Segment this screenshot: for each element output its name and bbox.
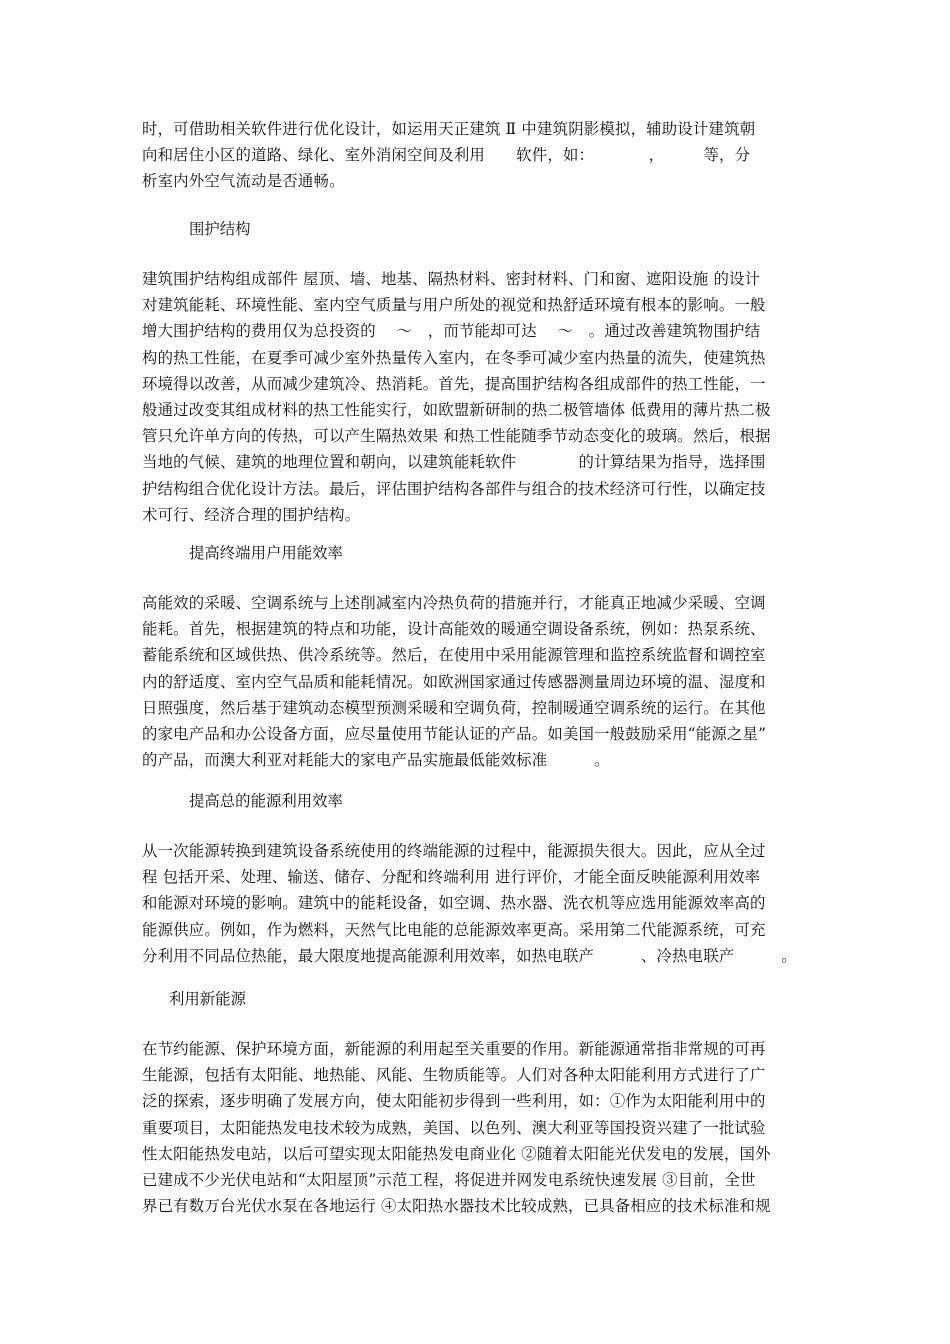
text-line: 管只允许单方向的传热，可以产生隔热效果 和热工性能随季节动态变化的玻璃。然后，根据	[142, 427, 771, 446]
text-line: 环境得以改善，从而减少建筑冷、热消耗。首先，提高围护结构各组成部件的热工性能，一	[142, 374, 766, 393]
paragraph-software-design	[142, 116, 814, 195]
text-line: 重要项目，太阳能热发电技术较为成熟，美国、以色列、澳大利亚等国投资兴建了一批试验	[142, 1118, 766, 1137]
paragraph-new-energy	[142, 1036, 814, 1219]
text-line: 分利用不同品位热能，最大限度地提高能源利用效率，如热电联产 、冷热电联产 。	[142, 946, 797, 965]
text-line: 内的舒适度、室内空气品质和能耗情况。如欧洲国家通过传感器测量周边环境的温、湿度和	[142, 672, 766, 691]
text-line: 泛的探索，逐步明确了发展方向，使太阳能初步得到一些利用，如：①作为太阳能利用中的	[142, 1092, 766, 1111]
text-line: 能源供应。例如，作为燃料，天然气比电能的总能源效率更高。采用第二代能源系统，可充	[142, 920, 766, 939]
section-heading-envelope: 围护结构	[189, 220, 251, 238]
text-line: 高能效的采暖、空调系统与上述削减室内冷热负荷的措施并行，才能真正地减少采暖、空调	[142, 594, 766, 612]
section-heading-new-energy: 利用新能源	[169, 990, 246, 1008]
text-line: 般通过改变其组成材料的热工性能实行，如欧盟新研制的热二极管墙体 低费用的薄片热二极	[142, 401, 771, 420]
text-line: 和能源对环境的影响。建筑中的能耗设备，如空调、热水器、洗衣机等应选用能源效率高的	[142, 894, 766, 913]
text-line: 时，可借助相关软件进行优化设计，如运用天正建筑 Ⅱ 中建筑阴影模拟，辅助设计建筑朝	[142, 120, 756, 138]
text-line: 向和居住小区的道路、绿化、室外消闲空间及利用 软件，如： ， 等，分	[142, 146, 751, 165]
text-line: 增大围护结构的费用仅为总投资的 ～ ，而节能却可达 ～ 。通过改善建筑物围护结	[142, 322, 761, 341]
text-line: 已建成不少光伏电站和“太阳屋顶”示范工程，将促进并网发电系统快速发展 ③目前，全世	[142, 1171, 756, 1190]
text-line: 蓄能系统和区域供热、供冷系统等。然后，在使用中采用能源管理和监控系统监督和调控室	[142, 646, 766, 665]
text-line: 能耗。首先，根据建筑的特点和功能，设计高能效的暖通空调设备系统，例如：热泵系统、	[142, 620, 766, 639]
text-line: 建筑围护结构组成部件 屋顶、墙、地基、隔热材料、密封材料、门和窗、遮阳设施 的设计	[142, 270, 761, 288]
text-line: 析室内外空气流动是否通畅。	[142, 172, 345, 191]
text-line: 日照强度，然后基于建筑动态模型预测采暖和空调负荷，控制暖通空调系统的运行。在其他	[142, 698, 766, 717]
section-heading-end-use-efficiency: 提高终端用户用能效率	[189, 544, 343, 562]
paragraph-total-efficiency	[142, 838, 814, 969]
text-line: 界已有数万台光伏水泵在各地运行 ④太阳热水器技术比较成熟，已具备相应的技术标准和规	[142, 1197, 771, 1216]
text-line: 在节约能源、保护环境方面，新能源的利用起至关重要的作用。新能源通常指非常规的可再	[142, 1040, 766, 1058]
text-line: 性太阳能热发电站，以后可望实现太阳能热发电商业化 ②随着太阳能光伏发电的发展，国外	[142, 1144, 771, 1163]
paragraph-end-use-efficiency	[142, 590, 814, 773]
text-line: 术可行、经济合理的围护结构。	[142, 505, 361, 524]
text-line: 的家电产品和办公设备方面，应尽量使用节能认证的产品。如美国一般鼓励采用“能源之星”	[142, 725, 767, 744]
text-line: 构的热工性能，在夏季可减少室外热量传入室内，在冬季可减少室内热量的流失，使建筑热	[142, 348, 766, 367]
text-line: 护结构组合优化设计方法。最后，评估围护结构各部件与组合的技术经济可行性，以确定技	[142, 479, 766, 498]
text-line: 当地的气候、建筑的地理位置和朝向，以建筑能耗软件 的计算结果为指导，选择围	[142, 453, 766, 472]
paragraph-envelope	[142, 266, 814, 528]
text-line: 生能源，包括有太阳能、地热能、风能、生物质能等。人们对各种太阳能利用方式进行了广	[142, 1066, 766, 1085]
text-line: 的产品，而澳大利亚对耗能大的家电产品实施最低能效标准 。	[142, 751, 610, 770]
text-line: 程 包括开采、处理、输送、储存、分配和终端利用 进行评价，才能全面反映能源利用效率	[142, 868, 761, 887]
section-heading-total-efficiency: 提高总的能源利用效率	[189, 792, 343, 810]
text-line: 从一次能源转换到建筑设备系统使用的终端能源的过程中，能源损失很大。因此，应从全过	[142, 842, 766, 860]
text-line: 对建筑能耗、环境性能、室内空气质量与用户所处的视觉和热舒适环境有根本的影响。一般	[142, 296, 766, 315]
